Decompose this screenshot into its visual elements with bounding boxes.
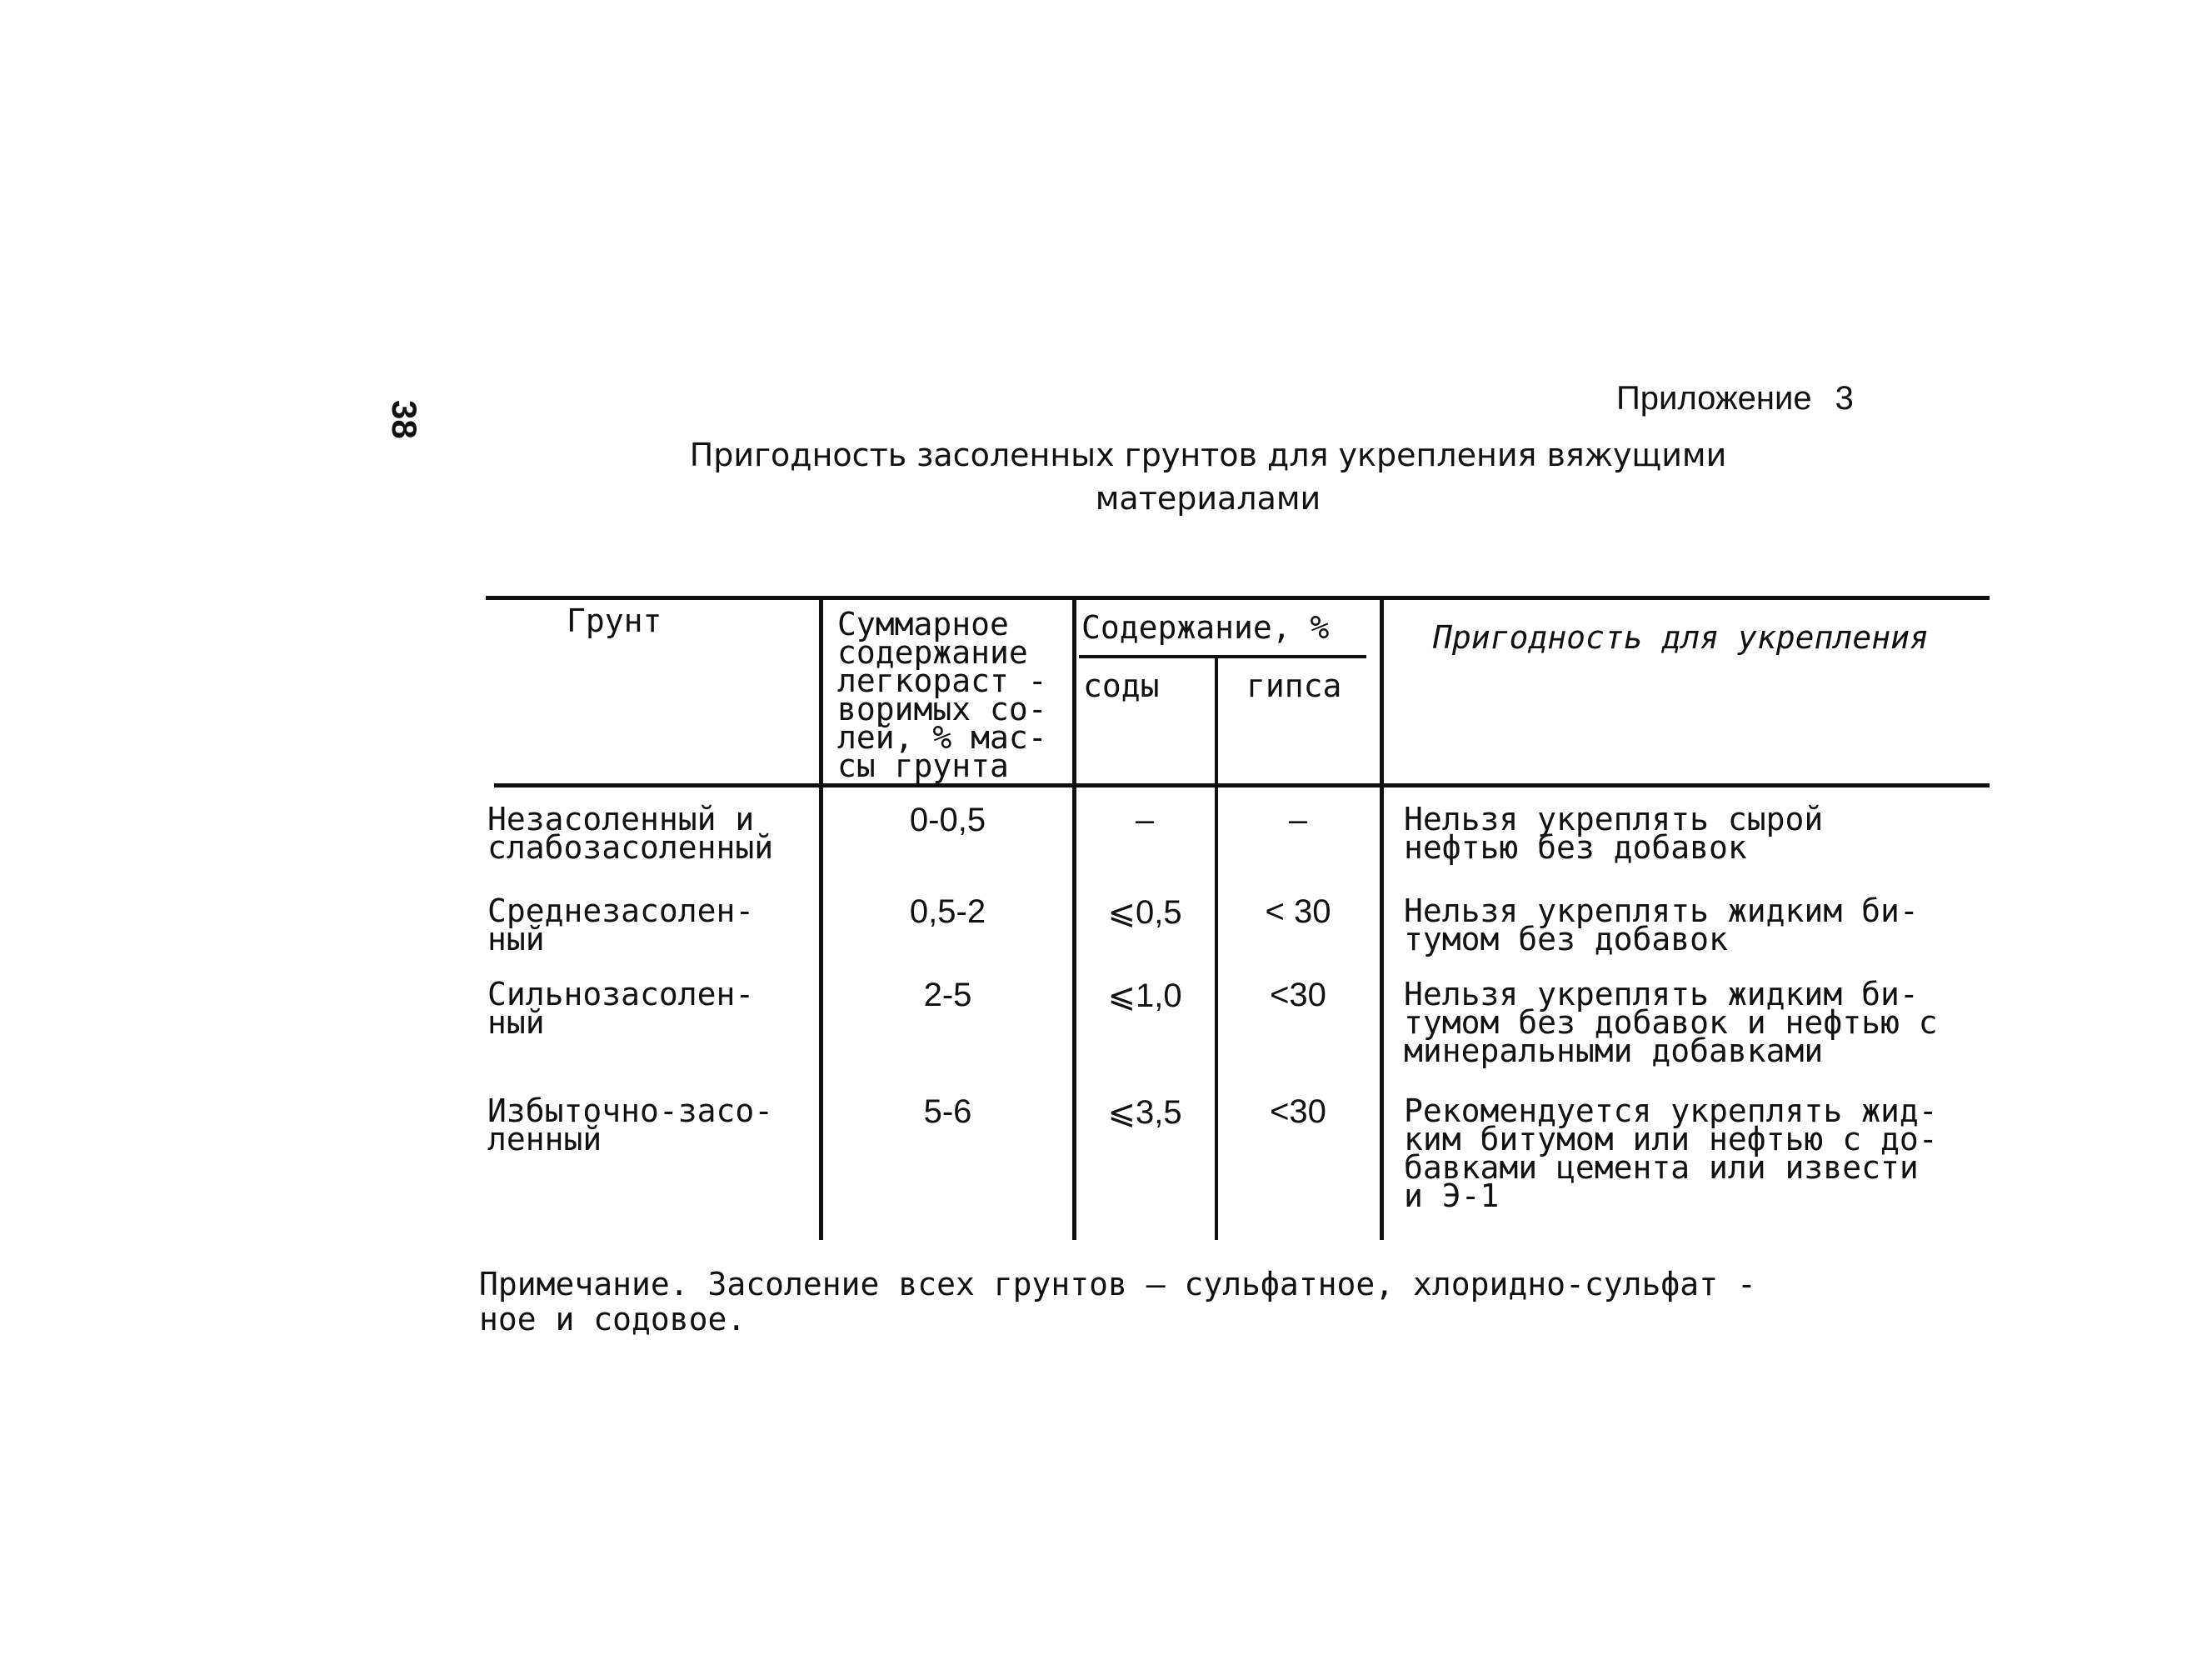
row-gypsum: <30 (1270, 1093, 1326, 1130)
header-total-salts: Суммарное содержание легкораст - воримых со- лей, % мас- сы грунта (837, 606, 1047, 784)
table-header-bottom-rule (494, 783, 1990, 788)
row-total-salts: 5-6 (923, 1093, 972, 1130)
content-group-rule (1079, 655, 1366, 658)
row-soda: ⩽1,0 (1107, 978, 1182, 1014)
page-number: 38 (385, 400, 424, 439)
column-divider-3 (1215, 657, 1218, 1240)
row-suitability: Нельзя укреплять жидким би- тумом без добавок (1404, 892, 1919, 958)
row-total-salts: 0,5-2 (909, 893, 986, 930)
row-total-salts: 0-0,5 (909, 802, 986, 838)
row-suitability: Нельзя укреплять жидким би- тумом без добавок и нефтью с минеральными добавками (1404, 976, 1938, 1069)
header-soil: Грунт (567, 602, 662, 639)
header-suitability: Пригодность для укрепления (1433, 619, 1929, 656)
appendix-heading (1616, 380, 1854, 418)
column-divider-4 (1380, 598, 1384, 1240)
row-suitability: Рекомендуется укреплять жид- ким битумом или нефтью с до- бавками цемента или извести и Э-1 (1404, 1092, 1938, 1214)
appendix-number: 3 (1835, 380, 1854, 417)
row-gypsum: < 30 (1265, 893, 1331, 930)
table-note: Примечание. Засоление всех грунтов – сульфатное, хлоридно-сульфат - ное и содовое. (479, 1266, 1756, 1338)
row-soil: Избыточно-засо- ленный (487, 1092, 774, 1158)
header-soda: соды (1083, 668, 1160, 704)
document-title: Пригодность засоленных грунтов для укрепления вяжущими материалами (689, 437, 1727, 517)
row-gypsum: – (1288, 802, 1308, 838)
row-soda: ⩽3,5 (1107, 1094, 1182, 1131)
column-divider-1 (819, 598, 823, 1240)
row-soil: Среднезасолен- ный (487, 892, 755, 958)
row-soda: – (1135, 802, 1155, 838)
row-suitability: Нельзя укреплять сырой нефтью без добавок (1404, 801, 1824, 866)
row-soil: Сильнозасолен- ный (487, 976, 755, 1041)
header-gypsum: гипса (1246, 668, 1342, 704)
table-top-rule (486, 596, 1990, 600)
row-soda: ⩽0,5 (1107, 894, 1182, 931)
row-gypsum: <30 (1270, 977, 1326, 1013)
row-soil: Незасоленный и слабозасоленный (487, 801, 774, 866)
appendix-label: Приложение (1616, 380, 1812, 417)
row-total-salts: 2-5 (923, 977, 972, 1013)
header-content-group: Содержание, % (1081, 609, 1330, 646)
